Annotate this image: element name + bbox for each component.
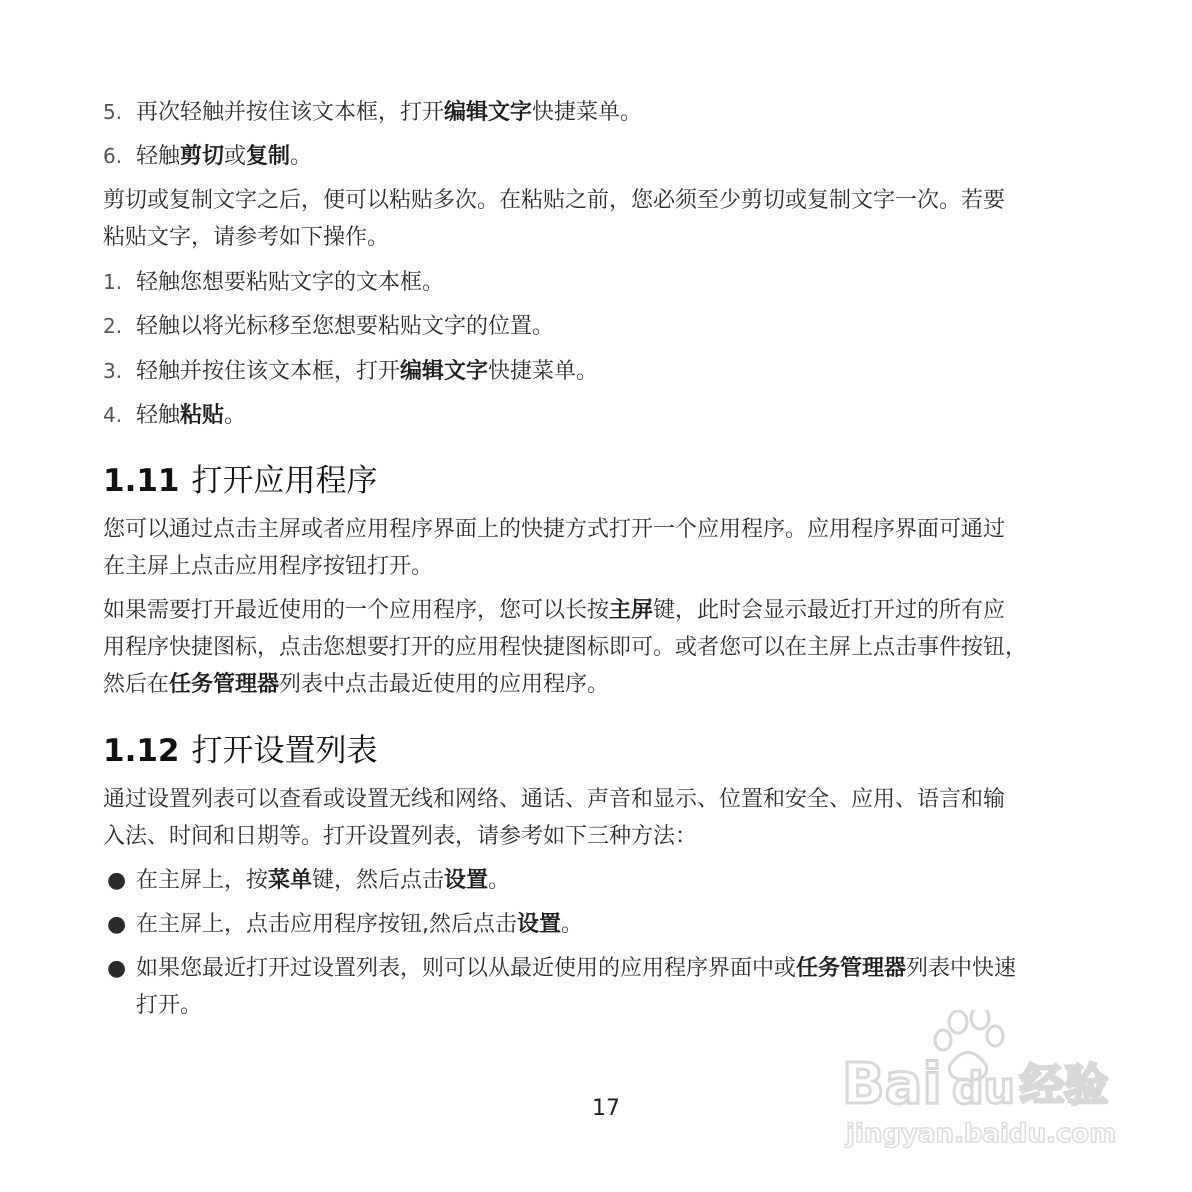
paragraph-line: 在主屏上点击应用程序按钮打开。 [103, 554, 434, 579]
bold-text: 设置 [517, 912, 562, 937]
text-run: 。 [561, 912, 584, 937]
text-run: 如果您最近打开过设置列表，则可以从最近使用的应用程序界面中或 [136, 956, 797, 981]
text-run: 键，然后点击 [312, 868, 445, 893]
step-4 [103, 402, 246, 429]
paragraph-line: 您可以通过点击主屏或者应用程序界面上的快捷方式打开一个应用程序。应用程序界面可通过 [103, 517, 1006, 542]
section-number: 1.11 [103, 463, 180, 499]
step-number: 3. [103, 359, 123, 383]
paragraph-line [103, 598, 1113, 624]
paragraph-line: 粘贴文字，请参考如下操作。 [103, 225, 390, 250]
baidu-watermark-logo [840, 1010, 1130, 1160]
step-1 [103, 269, 444, 296]
step-number: 1. [103, 270, 123, 294]
step-text: 轻触您想要粘贴文字的文本框。 [136, 270, 445, 295]
paragraph-line: 剪切或复制文字之后，便可以粘贴多次。在粘贴之前，您必须至少剪切或复制文字一次。若要 [103, 188, 1006, 213]
paragraph-line: 用程序快捷图标，点击您想要打开的应用程快捷图标即可。或者您可以在主屏上点击事件按钮， [103, 635, 1028, 660]
step-number: 6. [103, 144, 123, 168]
step-number: 4. [103, 403, 123, 427]
step-number: 2. [103, 314, 123, 338]
text-run: 如果需要打开最近使用的一个应用程序，您可以长按 [103, 598, 610, 623]
step-text: 快捷菜单。 [532, 100, 643, 125]
bold-text: 任务管理器 [796, 956, 907, 981]
bullet-icon: ● [107, 912, 127, 937]
section-title: 打开应用程序 [191, 463, 378, 499]
bullet-item [103, 956, 1016, 982]
text-run: 。 [488, 868, 511, 893]
step-bold-text: 剪切 [180, 144, 225, 169]
bullet-continuation: 打开。 [136, 993, 203, 1018]
bold-text: 菜单 [268, 868, 313, 893]
section-heading-1-11 [103, 463, 378, 499]
step-6 [103, 143, 312, 170]
step-bold-text: 编辑文字 [444, 100, 533, 125]
watermark-brand: Bai [842, 1052, 942, 1117]
step-5 [103, 99, 642, 126]
watermark-suffix: 经验 [1020, 1060, 1108, 1111]
watermark-url: jingyan.baidu.com [846, 1119, 1117, 1149]
bullet-item [103, 912, 583, 938]
step-number: 5. [103, 100, 123, 124]
step-text: 或 [224, 144, 247, 169]
section-heading-1-12 [103, 733, 378, 769]
bullet-item [103, 868, 510, 894]
paragraph-line: 通过设置列表可以查看或设置无线和网络、通话、声音和显示、位置和安全、应用、语言和输 [103, 787, 1006, 812]
watermark-brand2: du [952, 1063, 1015, 1114]
step-3 [103, 358, 598, 385]
section-number: 1.12 [103, 733, 180, 769]
text-run: 列表中快速 [906, 956, 1017, 981]
bold-text: 设置 [444, 868, 489, 893]
step-text: 。 [290, 144, 313, 169]
page-number: 17 [592, 1096, 620, 1121]
paragraph-line: 入法、时间和日期等。打开设置列表，请参考如下三种方法： [103, 824, 698, 849]
step-text: 再次轻触并按住该文本框，打开 [136, 100, 445, 125]
step-text: 轻触以将光标移至您想要粘贴文字的位置。 [136, 314, 555, 339]
step-bold-text: 复制 [246, 144, 291, 169]
step-2 [103, 313, 554, 340]
bullet-icon: ● [107, 868, 127, 893]
step-text: 。 [224, 403, 247, 428]
text-run: 列表中点击最近使用的应用程序。 [279, 672, 610, 697]
step-bold-text: 粘贴 [180, 403, 225, 428]
text-run: 在主屏上，按 [136, 868, 269, 893]
step-text: 轻触并按住该文本框，打开 [136, 359, 401, 384]
step-bold-text: 编辑文字 [400, 359, 489, 384]
step-text: 轻触 [136, 403, 181, 428]
text-run: 然后在 [103, 672, 170, 697]
paragraph-line [103, 672, 1113, 698]
bullet-icon: ● [107, 956, 127, 981]
bold-text: 任务管理器 [169, 672, 280, 697]
bold-text: 主屏 [609, 598, 654, 623]
text-run: 在主屏上，点击应用程序按钮,然后点击 [136, 912, 517, 937]
step-text: 快捷菜单。 [488, 359, 599, 384]
step-text: 轻触 [136, 144, 181, 169]
text-run: 键，此时会显示最近打开过的所有应 [653, 598, 1006, 623]
section-title: 打开设置列表 [191, 733, 378, 769]
